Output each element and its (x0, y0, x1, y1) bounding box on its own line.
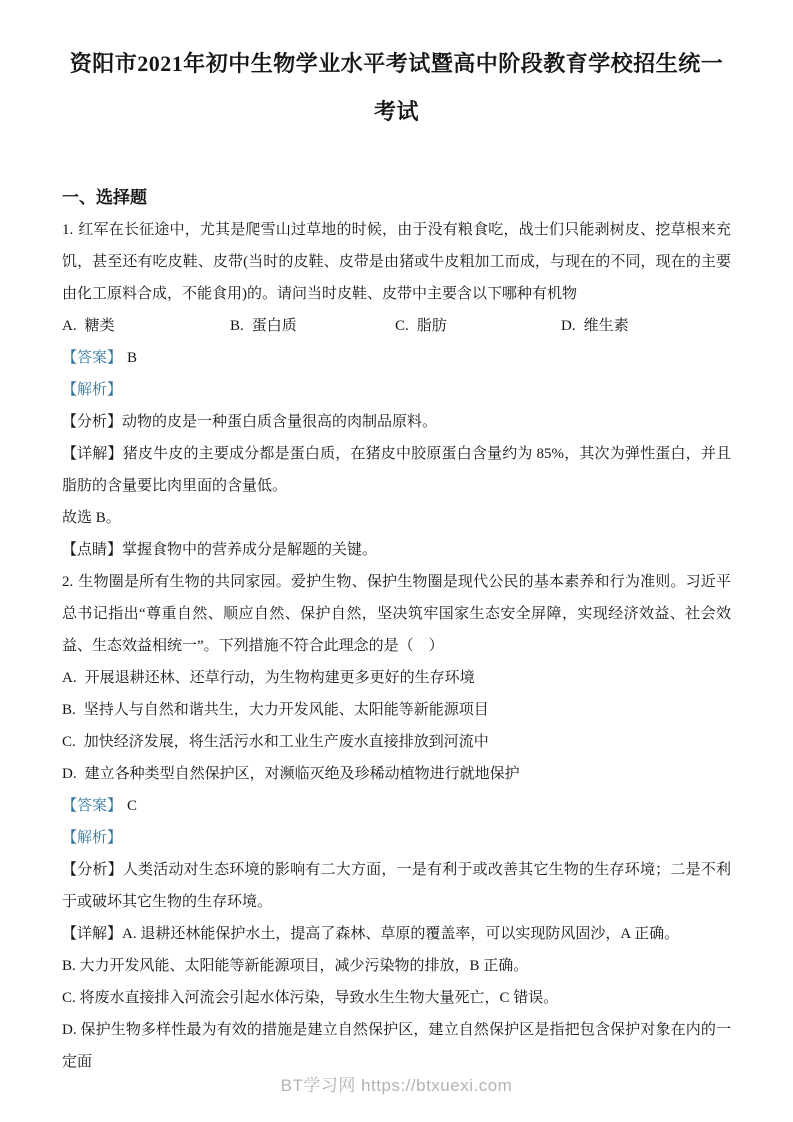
answer-value: C (127, 798, 138, 814)
question-2-analysis (62, 854, 731, 918)
question-2-stem-text: 生物圈是所有生物的共同家园。爱护生物、保护生物圈是现代公民的基本素养和行为准则。习近平总书记指出“尊重自然、顺应自然、保护自然，坚决筑牢国家生态安全屏障，实现经济效益、社会效益、生态效益相统一”。下列措施不符合此理念的是（ ） (62, 574, 731, 654)
question-1-option-a (62, 310, 230, 342)
option-text: 蛋白质 (251, 318, 297, 334)
option-text: 加快经济发展，将生活污水和工业生产废水直接排放到河流中 (83, 734, 489, 750)
option-label: A. (62, 670, 77, 686)
option-label: B. (62, 702, 76, 718)
question-2-option-c (62, 726, 731, 758)
option-label: C. (395, 318, 409, 334)
question-2-explanation-c (62, 982, 731, 1014)
key-point-label: 【点睛】 (62, 542, 123, 558)
question-1-option-b (230, 310, 395, 342)
question-1-stem-text: 红军在长征途中，尤其是爬雪山过草地的时候，由于没有粮食吃，战士们只能剥树皮、挖草根来充饥，甚至还有吃皮鞋、皮带(当时的皮鞋、皮带是由猪或牛皮粗加工而成，与现在的不同，现在的主要由化工原料合成，不能食用)的。请问当时皮鞋、皮带中主要含以下哪种有机物 (62, 222, 731, 302)
question-2-explanation-d (62, 1014, 731, 1078)
option-text: 坚持人与自然和谐共生，大力开发风能、太阳能等新能源项目 (83, 702, 489, 718)
explanation-text: A. 退耕还林能保护水土，提高了森林、草原的覆盖率，可以实现防风固沙，A 正确。 (122, 926, 680, 942)
analysis-tag: 【解析】 (62, 830, 123, 846)
explanation-text: D. 保护生物多样性最为有效的措施是建立自然保护区，建立自然保护区是指把包含保护对象在内的一定面 (62, 1022, 731, 1070)
option-label: C. (62, 734, 76, 750)
question-1-options (62, 310, 731, 342)
explanation-label: 【详解】 (62, 446, 123, 462)
option-label: A. (62, 318, 77, 334)
conclusion-text: 故选 B。 (62, 510, 121, 526)
question-2-explanation-b (62, 950, 731, 982)
analysis-text: 动物的皮是一种蛋白质含量很高的肉制品原料。 (122, 414, 438, 430)
answer-value: B (127, 350, 138, 366)
option-label: D. (561, 318, 576, 334)
question-2-analysis-header (62, 822, 731, 854)
question-1-answer-line (62, 342, 731, 374)
document-title: 资阳市2021年初中生物学业水平考试暨高中阶段教育学校招生统一考试 (69, 51, 724, 124)
site-watermark: BT学习网 https://btxuexi.com (280, 1076, 513, 1095)
question-1-stem (62, 214, 731, 310)
question-1-number: 1. (62, 222, 74, 238)
analysis-label: 【分析】 (62, 862, 123, 878)
option-text: 维生素 (583, 318, 629, 334)
question-2-explanation-a (62, 918, 731, 950)
question-2-option-d (62, 758, 731, 790)
answer-tag: 【答案】 (62, 350, 123, 366)
question-2-option-b (62, 694, 731, 726)
explanation-text: 猪皮牛皮的主要成分都是蛋白质，在猪皮中胶原蛋白含量约为 85%，其次为弹性蛋白，并且脂肪的含量要比肉里面的含量低。 (62, 446, 731, 494)
option-text: 开展退耕还林、还草行动，为生物构建更多更好的生存环境 (84, 670, 475, 686)
answer-tag: 【答案】 (62, 798, 123, 814)
option-text: 建立各种类型自然保护区，对濒临灭绝及珍稀动植物进行就地保护 (84, 766, 520, 782)
question-1-option-c (395, 310, 561, 342)
explanation-text: C. 将废水直接排入河流会引起水体污染，导致水生生物大量死亡，C 错误。 (62, 990, 559, 1006)
option-text: 糖类 (84, 318, 115, 334)
option-label: D. (62, 766, 77, 782)
analysis-label: 【分析】 (62, 414, 123, 430)
question-1-analysis-header (62, 374, 731, 406)
section-heading-choice-questions: 一、选择题 (62, 188, 147, 207)
question-2-answer-line (62, 790, 731, 822)
question-1-option-d (561, 310, 731, 342)
question-2-number: 2. (62, 574, 74, 590)
analysis-text: 人类活动对生态环境的影响有二大方面，一是有利于或改善其它生物的生存环境；二是不利于或破坏其它生物的生存环境。 (62, 862, 731, 910)
question-1-key-point (62, 534, 731, 566)
key-point-text: 掌握食物中的营养成分是解题的关键。 (122, 542, 378, 558)
option-text: 脂肪 (416, 318, 447, 334)
analysis-tag: 【解析】 (62, 382, 123, 398)
explanation-text: B. 大力开发风能、太阳能等新能源项目，减少污染物的排放，B 正确。 (62, 958, 529, 974)
question-1-analysis (62, 406, 731, 438)
question-2-stem (62, 566, 731, 662)
question-1-explanation (62, 438, 731, 502)
question-1-conclusion (62, 502, 731, 534)
explanation-label: 【详解】 (62, 926, 123, 942)
question-2-option-a (62, 662, 731, 694)
option-label: B. (230, 318, 244, 334)
